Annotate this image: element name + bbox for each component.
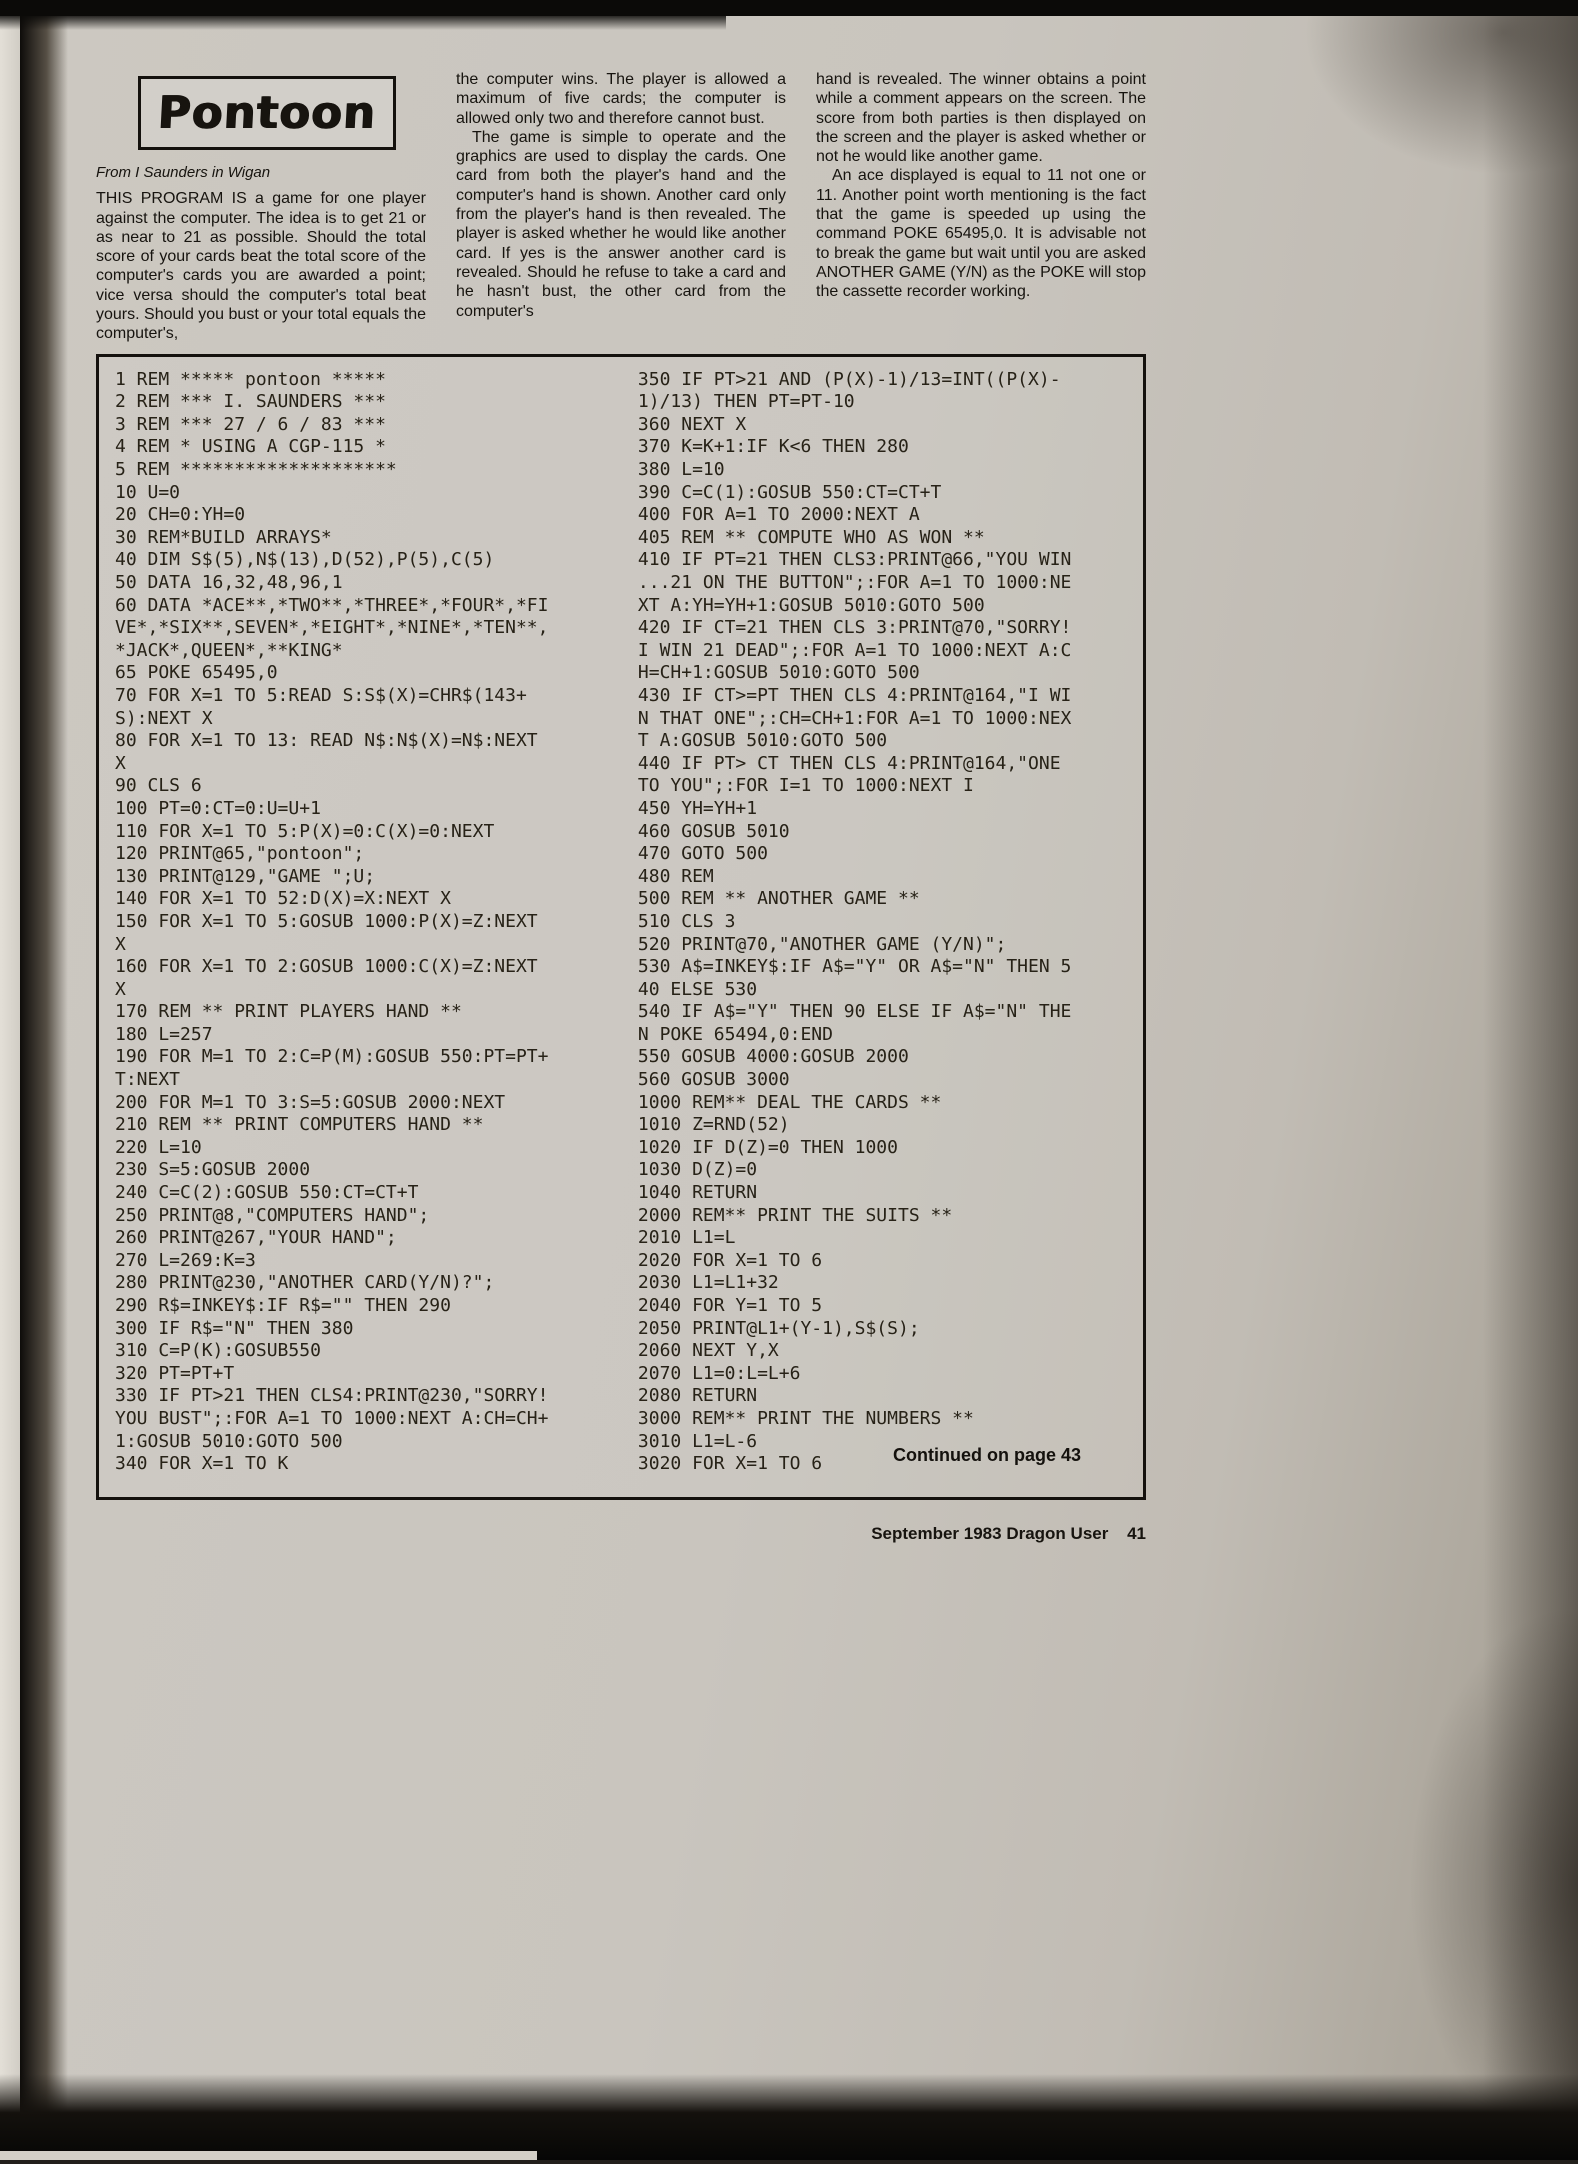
- code-line: 380 L=10: [637, 459, 725, 481]
- code-line: 80 FOR X=1 TO 13: READ N$:N$(X)=N$:NEXT X: [115, 730, 549, 774]
- code-line: 120 PRINT@65,"pontoon";: [115, 843, 365, 865]
- code-line: 2000 REM** PRINT THE SUITS **: [637, 1204, 953, 1226]
- code-line: 290 R$=INKEY$:IF R$="" THEN 290: [115, 1295, 451, 1317]
- article-header: [96, 70, 1146, 344]
- code-line: 50 DATA 16,32,48,96,1: [115, 572, 343, 594]
- code-line: 3000 REM** PRINT THE NUMBERS **: [637, 1407, 974, 1429]
- code-line: 250 PRINT@8,"COMPUTERS HAND";: [115, 1204, 430, 1226]
- intro-paragraph: THIS PROGRAM IS a game for one player against the computer. The idea is to get 21 or as near to 21 as possible. Should the total score of your cards beat the total score of the computer's cards you are awarded a point; vice versa should the computer's total beat yours. Should you bust or your total equals the computer's,: [96, 190, 426, 343]
- code-line: 340 FOR X=1 TO K: [115, 1453, 289, 1475]
- code-line: 350 IF PT>21 AND (P(X)-1)/13=INT((P(X)-1)/13) THEN PT=PT-10: [637, 368, 1061, 413]
- code-line: 240 C=C(2):GOSUB 550:CT=CT+T: [115, 1182, 419, 1204]
- scan-edge-bottom: [0, 2074, 1578, 2160]
- code-line: 560 GOSUB 3000: [637, 1069, 790, 1091]
- code-line: 170 REM ** PRINT PLAYERS HAND **: [115, 1001, 462, 1023]
- code-line: 270 L=269:K=3: [115, 1249, 256, 1271]
- code-line: 40 DIM S$(5),N$(13),D(52),P(5),C(5): [115, 549, 495, 571]
- code-line: 1030 D(Z)=0: [637, 1159, 758, 1181]
- code-line: 2070 L1=0:L=L+6: [637, 1362, 801, 1384]
- code-line: 60 DATA *ACE**,*TWO**,*THREE*,*FOUR*,*FIVE*,*SIX**,SEVEN*,*EIGHT*,*NINE*,*TEN**,*JACK*,QUEEN*,**KING*: [115, 594, 549, 661]
- code-line: 310 C=P(K):GOSUB550: [115, 1340, 321, 1362]
- code-line: 1010 Z=RND(52): [637, 1114, 790, 1136]
- code-line: 1020 IF D(Z)=0 THEN 1000: [637, 1136, 898, 1158]
- page-number: 41: [1127, 1523, 1146, 1543]
- code-line: 550 GOSUB 4000:GOSUB 2000: [637, 1046, 909, 1068]
- code-line: 440 IF PT> CT THEN CLS 4:PRINT@164,"ONE TO YOU";:FOR I=1 TO 1000:NEXT I: [637, 752, 1072, 797]
- pontoon-logo-box: [138, 76, 396, 150]
- code-line: 470 GOTO 500: [637, 843, 768, 865]
- program-listing-box: [96, 354, 1146, 1500]
- code-line: 2010 L1=L: [637, 1227, 736, 1249]
- code-line: 2050 PRINT@L1+(Y-1),S$(S);: [637, 1317, 920, 1339]
- code-line: 4 REM * USING A CGP-115 *: [115, 436, 386, 458]
- code-line: 2080 RETURN: [637, 1385, 758, 1407]
- code-line: 10 U=0: [115, 481, 181, 503]
- intro-paragraph: The game is simple to operate and the graphics are used to display the cards. One card from both the player's hand and the computer's hand is shown. Another card only from the player's hand is then revealed. The player is asked whether he would like another card. If yes is the answer another card is revealed. Should he refuse to take a card and he hasn't bust, the other card from the computer's: [456, 128, 786, 320]
- code-line: 405 REM ** COMPUTE WHO AS WON **: [637, 526, 985, 548]
- code-line: 30 REM*BUILD ARRAYS*: [115, 526, 332, 548]
- code-line: 3020 FOR X=1 TO 6: [637, 1453, 823, 1475]
- code-line: 2030 L1=L1+32: [637, 1272, 779, 1294]
- code-line: 20 CH=0:YH=0: [115, 504, 246, 526]
- code-line: 510 CLS 3: [637, 910, 736, 932]
- adjacent-page-edge: [0, 0, 22, 2160]
- code-line: 130 PRINT@129,"GAME ";U;: [115, 865, 376, 887]
- code-line: 150 FOR X=1 TO 5:GOSUB 1000:P(X)=Z:NEXT X: [115, 910, 549, 955]
- code-line: 230 S=5:GOSUB 2000: [115, 1159, 311, 1181]
- code-line: 100 PT=0:CT=0:U=U+1: [115, 797, 321, 819]
- listing-column-right: [637, 368, 1083, 1485]
- intro-paragraph: the computer wins. The player is allowed a maximum of five cards; the computer is allowed only two and therefore cannot bust.: [456, 71, 786, 127]
- code-line: 460 GOSUB 5010: [637, 820, 790, 842]
- code-line: 220 L=10: [115, 1136, 202, 1158]
- page-footer: [96, 1524, 1146, 1544]
- code-line: 160 FOR X=1 TO 2:GOSUB 1000:C(X)=Z:NEXT X: [115, 956, 549, 1000]
- code-line: 260 PRINT@267,"YOUR HAND";: [115, 1227, 397, 1249]
- code-line: 400 FOR A=1 TO 2000:NEXT A: [637, 504, 920, 526]
- code-line: 390 C=C(1):GOSUB 550:CT=CT+T: [637, 481, 942, 503]
- intro-column-3: [816, 70, 1146, 344]
- code-line: 200 FOR M=1 TO 3:S=5:GOSUB 2000:NEXT: [115, 1091, 506, 1113]
- code-line: 190 FOR M=1 TO 2:C=P(M):GOSUB 550:PT=PT+T:NEXT: [115, 1046, 549, 1091]
- article-title: Pontoon: [156, 86, 378, 140]
- code-line: 520 PRINT@70,"ANOTHER GAME (Y/N)";: [637, 933, 1007, 955]
- code-line: 300 IF R$="N" THEN 380: [115, 1317, 354, 1339]
- code-line: 110 FOR X=1 TO 5:P(X)=0:C(X)=0:NEXT: [115, 820, 495, 842]
- intro-column-2: [456, 70, 786, 344]
- article-content: [96, 70, 1146, 1544]
- issue-info: September 1983 Dragon User: [871, 1523, 1109, 1543]
- code-line: 1 REM ***** pontoon *****: [115, 368, 386, 390]
- code-line: 320 PT=PT+T: [115, 1362, 235, 1384]
- listing-column-left: [115, 368, 560, 1485]
- intro-paragraph: hand is revealed. The winner obtains a point while a comment appears on the screen. The score from both parties is then displayed on the screen and the player is asked whether or not he would like another game.: [816, 71, 1146, 166]
- code-line: 1000 REM** DEAL THE CARDS **: [637, 1091, 942, 1113]
- code-line: 3010 L1=L-6: [637, 1430, 758, 1452]
- code-line: 430 IF CT>=PT THEN CLS 4:PRINT@164,"I WIN THAT ONE";:CH=CH+1:FOR A=1 TO 1000:NEXT A:GOSUB 5010:GOTO 500: [637, 684, 1072, 752]
- code-line: 65 POKE 65495,0: [115, 662, 278, 684]
- code-line: 420 IF CT=21 THEN CLS 3:PRINT@70,"SORRY! I WIN 21 DEAD";:FOR A=1 TO 1000:NEXT A:CH=CH+1:GOSUB 5010:GOTO 500: [637, 617, 1083, 684]
- code-line: 2020 FOR X=1 TO 6: [637, 1249, 823, 1271]
- code-line: 2060 NEXT Y,X: [637, 1340, 779, 1362]
- code-line: 70 FOR X=1 TO 5:READ S:S$(X)=CHR$(143+S):NEXT X: [115, 684, 527, 729]
- code-line: 280 PRINT@230,"ANOTHER CARD(Y/N)?";: [115, 1272, 495, 1294]
- code-line: 3 REM *** 27 / 6 / 83 ***: [115, 413, 386, 435]
- code-line: 140 FOR X=1 TO 52:D(X)=X:NEXT X: [115, 888, 451, 910]
- code-line: 5 REM ********************: [115, 459, 397, 481]
- gutter-shadow: [20, 0, 68, 2160]
- code-line: 180 L=257: [115, 1023, 213, 1045]
- code-line: 530 A$=INKEY$:IF A$="Y" OR A$="N" THEN 540 ELSE 530: [637, 956, 1072, 1000]
- code-line: 500 REM ** ANOTHER GAME **: [637, 888, 920, 910]
- byline: From I Saunders in Wigan: [96, 164, 271, 181]
- continued-note: Continued on page 43: [892, 1445, 1081, 1466]
- code-line: 210 REM ** PRINT COMPUTERS HAND **: [115, 1114, 484, 1136]
- scan-edge-top: [0, 0, 1578, 16]
- code-line: 2 REM *** I. SAUNDERS ***: [115, 391, 386, 413]
- intro-paragraph: An ace displayed is equal to 11 not one or 11. Another point worth mentioning is the fact that the game is speeded up using the command POKE 65495,0. It is advisable not to break the game but wait until you are asked ANOTHER GAME (Y/N) as the POKE will stop the cassette recorder working.: [816, 167, 1146, 301]
- intro-column-1: [96, 70, 426, 344]
- scan-edge-bottom-sliver: [0, 2151, 537, 2160]
- code-line: 1040 RETURN: [637, 1182, 758, 1204]
- code-line: 2040 FOR Y=1 TO 5: [637, 1295, 823, 1317]
- code-line: 480 REM: [637, 865, 714, 887]
- code-line: 410 IF PT=21 THEN CLS3:PRINT@66,"YOU WIN ...21 ON THE BUTTON";:FOR A=1 TO 1000:NEXT A:YH=YH+1:GOSUB 5010:GOTO 500: [637, 549, 1083, 616]
- code-line: 370 K=K+1:IF K<6 THEN 280: [637, 436, 909, 458]
- code-line: 90 CLS 6: [115, 775, 202, 797]
- code-line: 540 IF A$="Y" THEN 90 ELSE IF A$="N" THEN POKE 65494,0:END: [637, 1001, 1072, 1045]
- code-line: 360 NEXT X: [637, 413, 747, 435]
- code-line: 330 IF PT>21 THEN CLS4:PRINT@230,"SORRY! YOU BUST";:FOR A=1 TO 1000:NEXT A:CH=CH+1:GOSUB 5010:GOTO 500: [115, 1385, 560, 1452]
- code-line: 450 YH=YH+1: [637, 797, 758, 819]
